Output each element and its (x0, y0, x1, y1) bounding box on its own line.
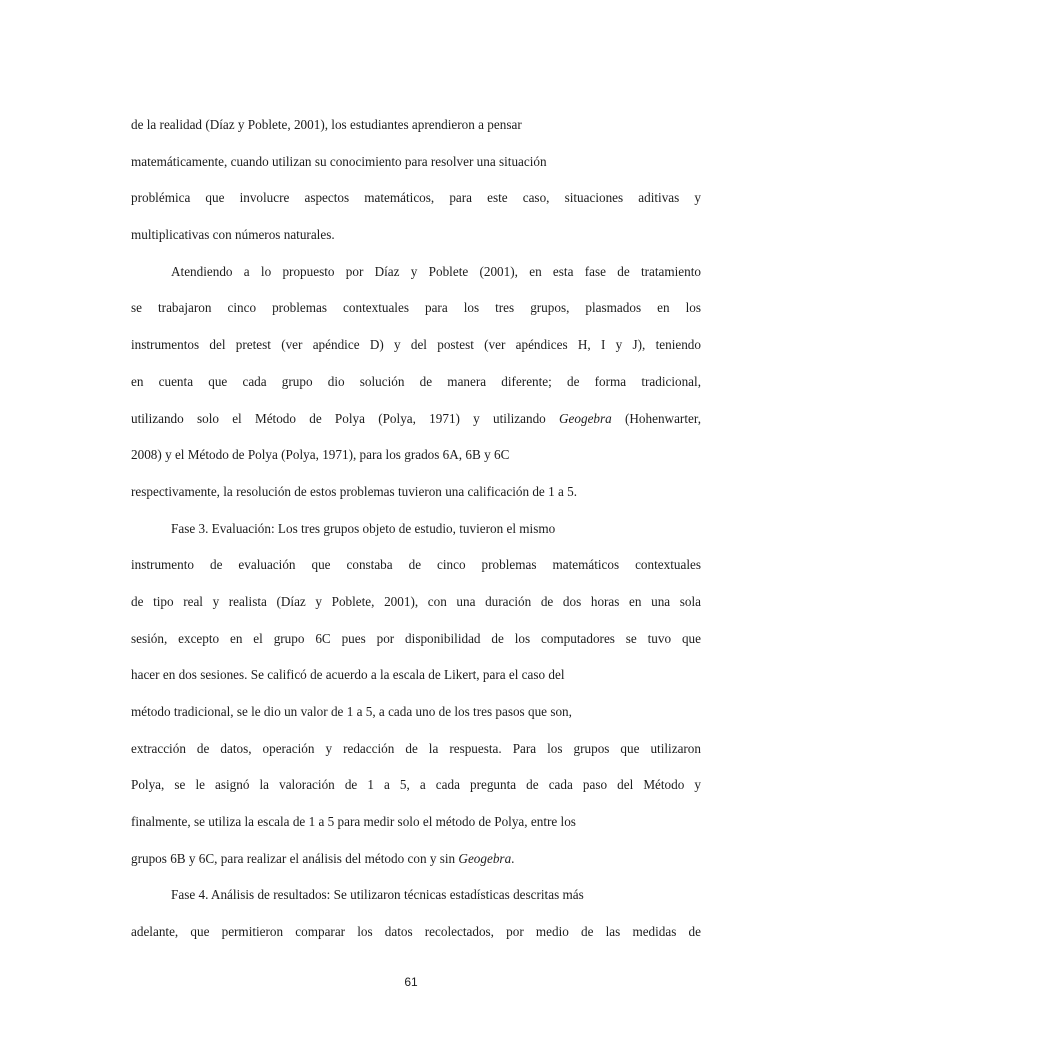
text-line (131, 841, 701, 878)
body-text (131, 107, 701, 951)
text-line: Atendiendo a lo propuesto por Díaz y Poblete (2001), en esta fase de tratamiento (171, 263, 701, 279)
text-line (131, 401, 701, 438)
text-line: Polya, se le asignó la valoración de 1 a 5, a cada pregunta de cada paso del Método y (131, 777, 701, 793)
text-line-segment: grupos 6B y 6C, para realizar el análisis del método con y sin (131, 850, 459, 866)
text-line: extracción de datos, operación y redacción de la respuesta. Para los grupos que utilizaron (131, 740, 701, 756)
text-line: finalmente, se utiliza la escala de 1 a 5 para medir solo el método de Polya, entre los (131, 814, 576, 830)
text-line: instrumentos del pretest (ver apéndice D) y del postest (ver apéndices H, I y J), teniendo (131, 337, 701, 353)
text-line-segment: (Hohenwarter, (611, 410, 701, 426)
text-line: sesión, excepto en el grupo 6C pues por disponibilidad de los computadores se tuvo que (131, 630, 701, 646)
italic-term: Geogebra (458, 850, 512, 866)
text-line: instrumento de evaluación que constaba de cinco problemas matemáticos contextuales (131, 557, 701, 573)
text-line: problémica que involucre aspectos matemáticos, para este caso, situaciones aditivas y (131, 190, 701, 206)
text-line: Fase 4. Análisis de resultados: Se utilizaron técnicas estadísticas descritas más (171, 887, 584, 903)
text-line: en cuenta que cada grupo dio solución de manera diferente; de forma tradicional, (131, 373, 701, 389)
text-line-segment: utilizando solo el Método de Polya (Polya, 1971) y utilizando (131, 410, 560, 426)
page-number: 61 (404, 975, 418, 989)
text-line: método tradicional, se le dio un valor de 1 a 5, a cada uno de los tres pasos que son, (131, 704, 572, 719)
text-line: respectivamente, la resolución de estos problemas tuvieron una calificación de 1 a 5. (131, 483, 578, 499)
italic-term: Geogebra (559, 410, 612, 426)
text-line-segment: . (511, 850, 515, 866)
text-line: multiplicativas con números naturales. (131, 227, 335, 243)
text-line: se trabajaron cinco problemas contextuales para los tres grupos, plasmados en los (131, 300, 701, 316)
text-line: adelante, que permitieron comparar los datos recolectados, por medio de las medidas de (131, 924, 701, 940)
text-line: matemáticamente, cuando utilizan su conocimiento para resolver una situación (131, 153, 547, 169)
text-line: hacer en dos sesiones. Se calificó de acuerdo a la escala de Likert, para el caso del (131, 667, 565, 683)
text-line: de la realidad (Díaz y Poblete, 2001), los estudiantes aprendieron a pensar (131, 117, 522, 132)
text-line: de tipo real y realista (Díaz y Poblete, 2001), con una duración de dos horas en una sola (131, 593, 701, 609)
text-line: Fase 3. Evaluación: Los tres grupos objeto de estudio, tuvieron el mismo (171, 520, 556, 536)
text-line: 2008) y el Método de Polya (Polya, 1971), para los grados 6A, 6B y 6C (131, 447, 510, 463)
